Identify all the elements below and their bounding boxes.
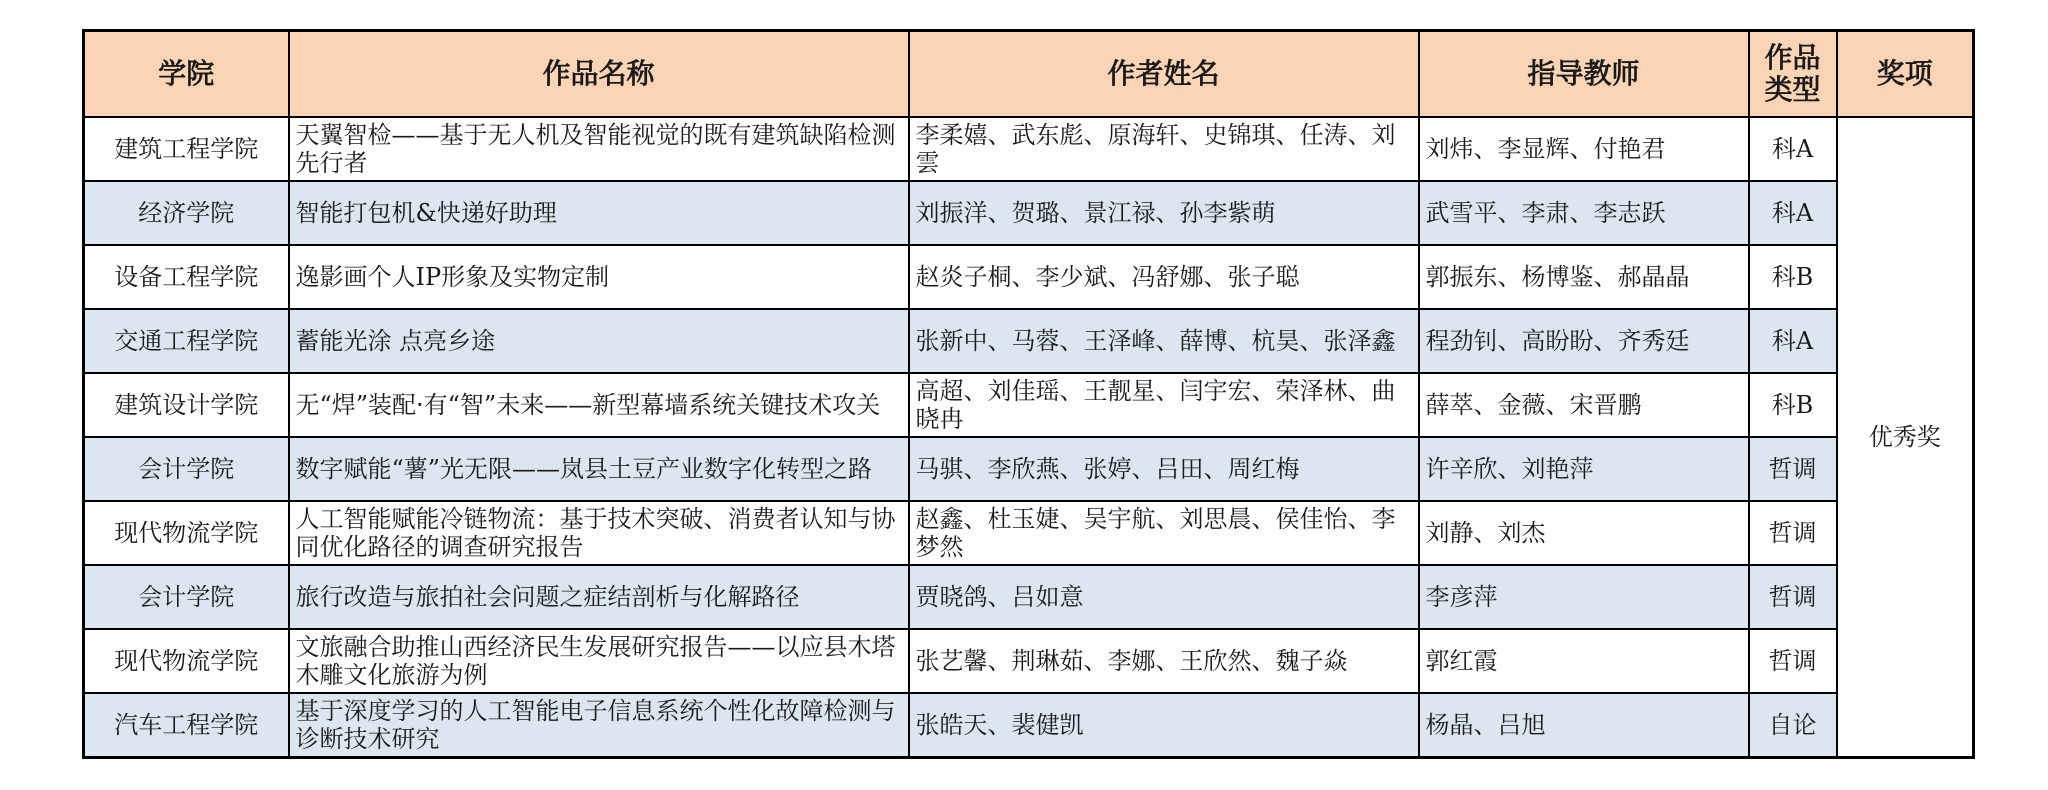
advisors-cell: 郭红霞 [1419, 629, 1749, 693]
awards-sheet [82, 29, 1972, 759]
type-cell: 科B [1749, 245, 1837, 309]
authors-cell: 李柔嬉、武东彪、原海轩、史锦琪、任涛、刘雲 [909, 117, 1419, 181]
table-row [84, 181, 1974, 245]
title-cell: 无“焊”装配·有“智”未来——新型幕墙系统关键技术攻关 [289, 373, 909, 437]
college-cell: 会计学院 [84, 565, 289, 629]
authors-cell: 张新中、马蓉、王泽峰、薛博、杭昊、张泽鑫 [909, 309, 1419, 373]
header-advisors: 指导教师 [1419, 31, 1749, 118]
authors-cell: 赵鑫、杜玉婕、吴宇航、刘思晨、侯佳怡、李梦然 [909, 501, 1419, 565]
title-cell: 旅行改造与旅拍社会问题之症结剖析与化解路径 [289, 565, 909, 629]
college-cell: 现代物流学院 [84, 501, 289, 565]
header-college: 学院 [84, 31, 289, 118]
college-cell: 交通工程学院 [84, 309, 289, 373]
table-row [84, 437, 1974, 501]
advisors-cell: 程劲钊、高盼盼、齐秀廷 [1419, 309, 1749, 373]
type-cell: 自论 [1749, 693, 1837, 758]
authors-cell: 高超、刘佳瑶、王靓星、闫宇宏、荣泽林、曲晓冉 [909, 373, 1419, 437]
advisors-cell: 刘炜、李显辉、付艳君 [1419, 117, 1749, 181]
college-cell: 设备工程学院 [84, 245, 289, 309]
table-row [84, 565, 1974, 629]
type-cell: 科A [1749, 117, 1837, 181]
title-cell: 智能打包机&快递好助理 [289, 181, 909, 245]
title-cell: 人工智能赋能冷链物流：基于技术突破、消费者认知与协同优化路径的调查研究报告 [289, 501, 909, 565]
advisors-cell: 武雪平、李肃、李志跃 [1419, 181, 1749, 245]
authors-cell: 刘振洋、贺璐、景江禄、孙李紫萌 [909, 181, 1419, 245]
college-cell: 经济学院 [84, 181, 289, 245]
table-row [84, 693, 1974, 758]
authors-cell: 马骐、李欣燕、张婷、吕田、周红梅 [909, 437, 1419, 501]
header-authors: 作者姓名 [909, 31, 1419, 118]
type-cell: 哲调 [1749, 501, 1837, 565]
college-cell: 会计学院 [84, 437, 289, 501]
title-cell: 天翼智检——基于无人机及智能视觉的既有建筑缺陷检测先行者 [289, 117, 909, 181]
type-cell: 科A [1749, 181, 1837, 245]
type-cell: 科A [1749, 309, 1837, 373]
authors-cell: 张艺馨、荆琳茹、李娜、王欣然、魏子焱 [909, 629, 1419, 693]
college-cell: 现代物流学院 [84, 629, 289, 693]
type-cell: 哲调 [1749, 437, 1837, 501]
title-cell: 逸影画个人IP形象及实物定制 [289, 245, 909, 309]
table-row [84, 629, 1974, 693]
table-row [84, 373, 1974, 437]
awards-table [82, 29, 1975, 759]
header-row [84, 31, 1974, 118]
title-cell: 数字赋能“薯”光无限——岚县土豆产业数字化转型之路 [289, 437, 909, 501]
college-cell: 汽车工程学院 [84, 693, 289, 758]
title-cell: 基于深度学习的人工智能电子信息系统个性化故障检测与诊断技术研究 [289, 693, 909, 758]
header-type: 作品 类型 [1749, 31, 1837, 118]
header-award: 奖项 [1837, 31, 1974, 118]
table-row [84, 309, 1974, 373]
college-cell: 建筑工程学院 [84, 117, 289, 181]
advisors-cell: 刘静、刘杰 [1419, 501, 1749, 565]
college-cell: 建筑设计学院 [84, 373, 289, 437]
advisors-cell: 许辛欣、刘艳萍 [1419, 437, 1749, 501]
authors-cell: 贾晓鸽、吕如意 [909, 565, 1419, 629]
table-row [84, 245, 1974, 309]
table-body [84, 117, 1974, 758]
advisors-cell: 薛萃、金薇、宋晋鹏 [1419, 373, 1749, 437]
type-cell: 科B [1749, 373, 1837, 437]
title-cell: 蓄能光涂 点亮乡途 [289, 309, 909, 373]
advisors-cell: 郭振东、杨博鉴、郝晶晶 [1419, 245, 1749, 309]
title-cell: 文旅融合助推山西经济民生发展研究报告——以应县木塔木雕文化旅游为例 [289, 629, 909, 693]
authors-cell: 赵炎子桐、李少斌、冯舒娜、张子聪 [909, 245, 1419, 309]
header-title: 作品名称 [289, 31, 909, 118]
authors-cell: 张皓天、裴健凯 [909, 693, 1419, 758]
table-row [84, 117, 1974, 181]
award-cell: 优秀奖 [1837, 117, 1974, 758]
type-cell: 哲调 [1749, 629, 1837, 693]
advisors-cell: 杨晶、吕旭 [1419, 693, 1749, 758]
type-cell: 哲调 [1749, 565, 1837, 629]
table-row [84, 501, 1974, 565]
advisors-cell: 李彦萍 [1419, 565, 1749, 629]
